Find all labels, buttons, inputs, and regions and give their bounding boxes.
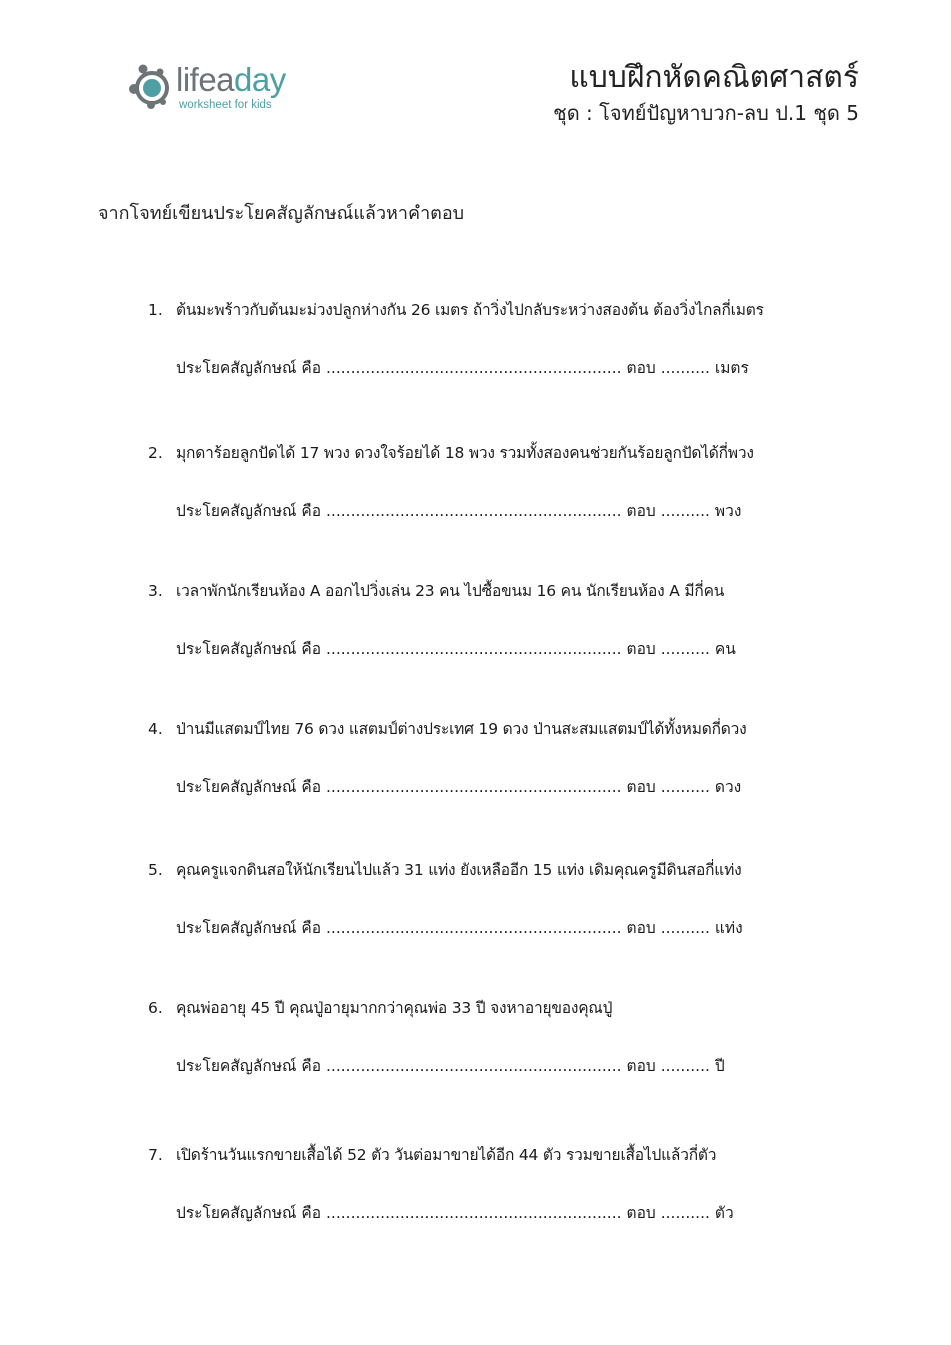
problem-number: 1.	[148, 301, 163, 319]
answer-label: ตอบ	[626, 1204, 656, 1222]
answer-unit: คน	[714, 640, 736, 658]
problem-text: เวลาพักนักเรียนห้อง A ออกไปวิ่งเล่น 23 คน ไปซื้อขนม 16 คน นักเรียนห้อง A มีกี่คน	[176, 582, 725, 600]
answer-label: ตอบ	[626, 1057, 656, 1075]
answer-blank: ..........	[660, 640, 710, 658]
answer-label: ตอบ	[626, 359, 656, 377]
answer-blank: ..........	[660, 1057, 710, 1075]
sentence-blank: ............................................................	[325, 1057, 622, 1075]
sentence-blank: ............................................................	[325, 919, 622, 937]
sentence-label: ประโยคสัญลักษณ์ คือ	[176, 1204, 322, 1222]
problem-item	[148, 440, 848, 520]
answer-line	[176, 774, 741, 800]
answer-unit: พวง	[714, 502, 742, 520]
problem-text: ป่านมีแสตมป์ไทย 76 ดวง แสตมป์ต่างประเทศ 19 ดวง ป่านสะสมแสตมป์ได้ทั้งหมดกี่ดวง	[176, 720, 747, 738]
answer-label: ตอบ	[626, 778, 656, 796]
sentence-label: ประโยคสัญลักษณ์ คือ	[176, 1057, 322, 1075]
problem-item	[148, 857, 848, 937]
answer-blank: ..........	[660, 778, 710, 796]
problem-text: ต้นมะพร้าวกับต้นมะม่วงปลูกห่างกัน 26 เมตร ถ้าวิ่งไปกลับระหว่างสองต้น ต้องวิ่งไกลกี่เมตร	[176, 301, 764, 319]
problem-number: 3.	[148, 582, 163, 600]
sentence-blank: ............................................................	[325, 502, 622, 520]
problem-item	[148, 578, 848, 658]
logo-wordmark: lifeaday	[176, 61, 286, 98]
answer-blank: ..........	[660, 1204, 710, 1222]
answer-line	[176, 1053, 725, 1079]
answer-line	[176, 915, 743, 941]
sentence-label: ประโยคสัญลักษณ์ คือ	[176, 919, 322, 937]
problem-text: คุณครูแจกดินสอให้นักเรียนไปแล้ว 31 แท่ง ยังเหลืออีก 15 แท่ง เดิมคุณครูมีดินสอกี่แท่ง	[176, 861, 742, 879]
problem-number: 7.	[148, 1146, 163, 1164]
sentence-label: ประโยคสัญลักษณ์ คือ	[176, 640, 322, 658]
answer-label: ตอบ	[626, 502, 656, 520]
sentence-label: ประโยคสัญลักษณ์ คือ	[176, 778, 322, 796]
sentence-blank: ............................................................	[325, 640, 622, 658]
problem-item	[148, 995, 848, 1075]
logo-tagline: worksheet for kids	[179, 99, 272, 111]
problem-number: 6.	[148, 999, 163, 1017]
problem-item	[148, 716, 848, 796]
page-title: แบบฝึกหัดคณิตศาสตร์	[569, 60, 859, 95]
answer-unit: ดวง	[714, 778, 742, 796]
molecule-logo-icon	[126, 60, 178, 114]
sentence-label: ประโยคสัญลักษณ์ คือ	[176, 502, 322, 520]
sentence-label: ประโยคสัญลักษณ์ คือ	[176, 359, 322, 377]
sentence-blank: ............................................................	[325, 1204, 622, 1222]
sentence-blank: ............................................................	[325, 359, 622, 377]
sentence-blank: ............................................................	[325, 778, 622, 796]
answer-line	[176, 636, 736, 662]
problem-text: มุกดาร้อยลูกปัดได้ 17 พวง ดวงใจร้อยได้ 18 พวง รวมทั้งสองคนช่วยกันร้อยลูกปัดได้กี่พวง	[176, 444, 754, 462]
answer-label: ตอบ	[626, 640, 656, 658]
answer-unit: ตัว	[714, 1204, 734, 1222]
answer-line	[176, 355, 749, 381]
answer-line	[176, 498, 741, 524]
problem-number: 4.	[148, 720, 163, 738]
problem-item	[148, 1142, 848, 1222]
answer-blank: ..........	[660, 502, 710, 520]
problem-text: เปิดร้านวันแรกขายเสื้อได้ 52 ตัว วันต่อมาขายได้อีก 44 ตัว รวมขายเสื้อไปแล้วกี่ตัว	[176, 1146, 717, 1164]
problem-item	[148, 297, 848, 377]
answer-blank: ..........	[660, 919, 710, 937]
answer-blank: ..........	[660, 359, 710, 377]
instruction-text: จากโจทย์เขียนประโยคสัญลักษณ์แล้วหาคำตอบ	[98, 203, 465, 224]
answer-unit: ปี	[714, 1057, 725, 1075]
answer-line	[176, 1200, 734, 1226]
problem-number: 5.	[148, 861, 163, 879]
problem-number: 2.	[148, 444, 163, 462]
lifeaday-logo	[126, 60, 316, 116]
page-subtitle: ชุด : โจทย์ปัญหาบวก-ลบ ป.1 ชุด 5	[553, 101, 859, 125]
problem-text: คุณพ่ออายุ 45 ปี คุณปู่อายุมากกว่าคุณพ่อ 33 ปี จงหาอายุของคุณปู่	[176, 999, 613, 1017]
answer-unit: เมตร	[714, 359, 749, 377]
answer-label: ตอบ	[626, 919, 656, 937]
answer-unit: แท่ง	[714, 919, 743, 937]
